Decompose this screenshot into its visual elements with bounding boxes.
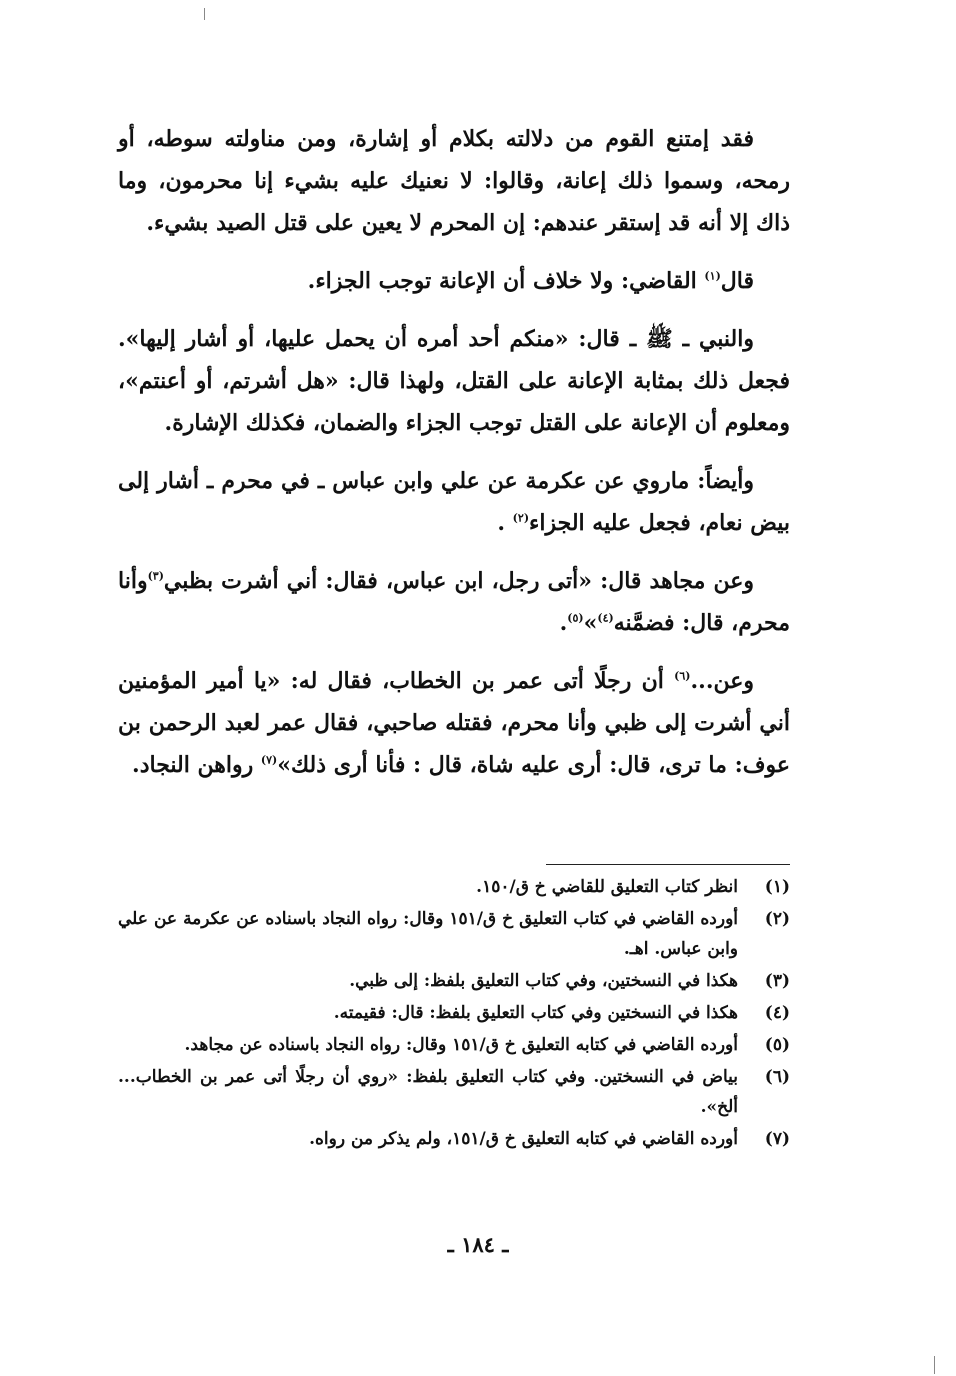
footnote-number: (٥): [764, 1035, 790, 1055]
footnote-ref: (٣): [147, 569, 164, 583]
footnote: [118, 1030, 790, 1060]
footnote-number: (٤): [764, 1003, 790, 1023]
footnote-number: (٢): [764, 909, 790, 929]
scan-mark-top: [204, 8, 205, 20]
footnote: [118, 966, 790, 996]
footnote-ref: (٧): [260, 753, 278, 767]
footnote-text: بياض في النسختين. وفي كتاب التعليق بلفظ: «روي أن رجلًا أتى عمر بن الخطاب... ألخ».: [118, 1067, 738, 1117]
footnote-text: انظر كتاب التعليق للقاضي خ ق/١٥٠.: [476, 877, 738, 897]
footnote-ref: (٤): [597, 611, 614, 625]
footnote-ref: (١): [704, 269, 721, 283]
footnote-ref: (٢): [512, 511, 530, 525]
footnote: [118, 998, 790, 1028]
footnote-text: هكذا في النسختين وفي كتاب التعليق بلفظ: قال: فقيمته.: [333, 1003, 738, 1023]
footnote: [118, 872, 790, 902]
footnote-ref: (٥): [567, 611, 584, 625]
footnote-ref: (٦): [674, 669, 691, 683]
paragraph: وأيضاً: ماروي عن عكرمة عن علي وابن عباس ـ في محرم ـ أشار إلى بيض نعام، فجعل عليه الجزاء$^{(٢)}$ .: [118, 468, 790, 536]
page-number: ـ ١٨٤ ـ: [447, 1232, 509, 1257]
paragraph: وعن مجاهد قال: «أتى رجل، ابن عباس، فقال: أني أشرت بظبي$^{(٣)}$وأنا محرم، قال: فضمَّنه$^{(٤)}$»$^{(٥)}$.: [118, 568, 790, 636]
footnote: [118, 1124, 790, 1154]
footnote-number: (٦): [764, 1067, 790, 1087]
footnote-text: أورده القاضي في كتابه التعليق خ ق/١٥١ وقال: رواه النجاد باسناده عن مجاهد.: [184, 1035, 738, 1055]
scan-mark-bottom: [934, 1356, 935, 1374]
footnote-text: أورده القاضي في كتاب التعليق خ ق/١٥١ وقال: رواه النجاد باسناده عن عكرمة عن علي وابن عباس. اهـ.: [118, 909, 738, 959]
footnote-number: (٧): [764, 1129, 790, 1149]
paragraph: قال$^{(١)}$ القاضي: ولا خلاف أن الإعانة توجب الجزاء.: [307, 268, 754, 294]
main-text: [118, 118, 790, 802]
footnote-number: (١): [764, 877, 790, 897]
footnote: [118, 904, 790, 964]
footnote: [118, 1062, 790, 1122]
paragraph: وعن...$^{(٦)}$ أن رجلًا أتى عمر بن الخطاب، فقال له: «يا أمير المؤمنين أني أشرت إلى ظبي وأنا محرم، فقتله صاحبي، فقال عمر لعبد الرحمن بن عوف: ما ترى، قال: أرى عليه شاة، قال : فأنا أرى ذلك»$^{(٧)}$ رواهن النجاد.: [118, 668, 790, 778]
paragraph: والنبي ـ ﷺ ـ قال: «منكم أحد أمره أن يحمل عليها، أو أشار إليها». فجعل ذلك بمثابة الإعانة على القتل، ولهذا قال: «هل أشرتم، أو أعنتم»، ومعلوم أن الإعانة على القتل توجب الجزاء والضمان، فكذلك الإشارة.: [118, 326, 790, 436]
footnote-text: هكذا في النسختين، وفي كتاب التعليق بلفظ: إلى ظبي.: [349, 971, 738, 991]
footnotes: [118, 872, 790, 1156]
footnote-number: (٣): [764, 971, 790, 991]
paragraph: فقد إمتنع القوم من دلالته بكلام أو إشارة، ومن مناولته سوطه، أو رمحه، وسموا ذلك إعانة، وقالوا: لا نعنيك عليه بشيء إنا محرمون، وما ذاك إلا أنه قد إستقر عندهم: إن المحرم لا يعين على قتل الصيد بشيء.: [118, 126, 790, 236]
footnote-separator: [546, 864, 790, 865]
footnote-text: أورده القاضي في كتابه التعليق خ ق/١٥١، ولم يذكر من رواه.: [309, 1129, 738, 1149]
